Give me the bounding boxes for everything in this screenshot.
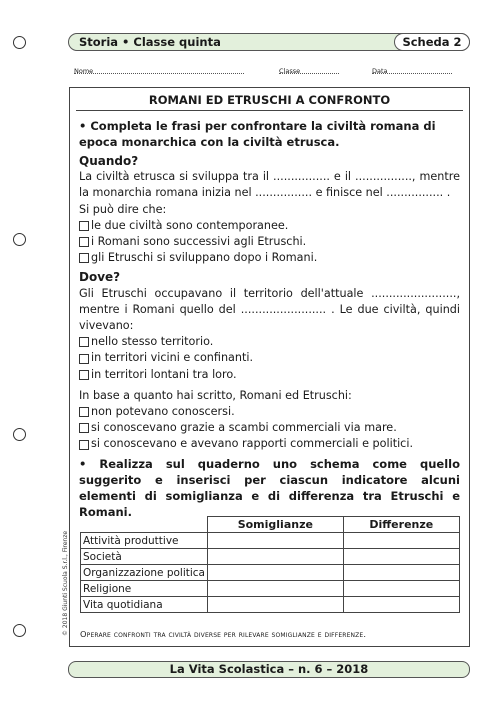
row-label: Religione (81, 581, 208, 597)
based-option[interactable]: si conoscevano grazie a scambi commerciali via mare. (79, 420, 460, 436)
column-header-similarities: Somiglianze (208, 517, 344, 533)
worksheet-content (79, 118, 460, 520)
sheet-label: Scheda 2 (394, 33, 470, 51)
based-option[interactable]: non potevano conoscersi. (79, 404, 460, 420)
learning-objective: Operare confronti tra civiltà diverse per rilevare somiglianze e differenze. (80, 629, 367, 639)
table-cell[interactable] (343, 581, 459, 597)
table-cell[interactable] (208, 581, 344, 597)
date-field[interactable] (372, 67, 452, 74)
where-option[interactable]: nello stesso territorio. (79, 334, 460, 350)
date-label: Data (372, 67, 388, 75)
comparison-table (80, 516, 460, 613)
table-corner (81, 517, 208, 533)
column-header-differences: Differenze (343, 517, 459, 533)
where-text: Gli Etruschi occupavano il territorio dell'attuale ........................, mentre i Romani quello del ........................ . Le due civiltà, quindi vivevano: (79, 286, 460, 333)
checkbox[interactable] (79, 423, 89, 433)
table-header-row (81, 517, 460, 533)
table-row (81, 581, 460, 597)
class-label: Classe (279, 67, 301, 75)
table-row (81, 565, 460, 581)
binder-hole (13, 233, 26, 246)
checkbox[interactable] (79, 370, 89, 380)
binder-hole (13, 624, 26, 637)
where-option[interactable]: in territori lontani tra loro. (79, 367, 460, 383)
binder-hole (13, 36, 26, 49)
footer-bar: La Vita Scolastica – n. 6 – 2018 (68, 661, 470, 678)
table-cell[interactable] (208, 533, 344, 549)
when-option[interactable]: le due civiltà sono contemporanee. (79, 218, 460, 234)
checkbox[interactable] (79, 253, 89, 263)
table-cell[interactable] (208, 597, 344, 613)
row-label: Organizzazione politica (81, 565, 208, 581)
copyright-notice: © 2018 Giunti Scuola S.r.l., Firenze (62, 530, 69, 636)
checkbox[interactable] (79, 237, 89, 247)
when-text: La civiltà etrusca si sviluppa tra il ................ e il ................, mentre la monarchia romana inizia nel ................ e finisce nel ................ . (79, 170, 460, 200)
table-row (81, 549, 460, 565)
subject-label: Storia • Classe quinta (79, 35, 221, 49)
when-heading: Quando? (79, 154, 139, 168)
worksheet-box (69, 87, 470, 647)
when-text-2: Si può dire che: (79, 202, 167, 216)
based-option[interactable]: si conoscevano e avevano rapporti commerciali e politici. (79, 436, 460, 452)
header-bar (68, 33, 470, 51)
table-cell[interactable] (343, 597, 459, 613)
when-option[interactable]: i Romani sono successivi agli Etruschi. (79, 234, 460, 250)
table-cell[interactable] (208, 549, 344, 565)
table-row (81, 597, 460, 613)
instruction-2: • Realizza sul quaderno uno schema come quello suggerito e inserisci per ciascun indicatore alcuni elementi di somiglianza e di differenza tra Etruschi e Romani. (79, 456, 460, 519)
title-divider (76, 110, 463, 111)
where-option[interactable]: in territori vicini e confinanti. (79, 350, 460, 366)
name-label: Nome (74, 67, 94, 75)
row-label: Società (81, 549, 208, 565)
checkbox[interactable] (79, 337, 89, 347)
binder-hole (13, 428, 26, 441)
table-cell[interactable] (343, 565, 459, 581)
table-cell[interactable] (343, 549, 459, 565)
table-cell[interactable] (208, 565, 344, 581)
table-row (81, 533, 460, 549)
instruction-1: • Completa le frasi per confrontare la civiltà romana di epoca monarchica con la civiltà etrusca. (79, 119, 436, 149)
checkbox[interactable] (79, 440, 89, 450)
page-title: ROMANI ED ETRUSCHI A CONFRONTO (148, 93, 391, 107)
checkbox[interactable] (79, 354, 89, 364)
where-heading: Dove? (79, 270, 121, 285)
checkbox[interactable] (79, 407, 89, 417)
based-text: In base a quanto hai scritto, Romani ed Etruschi: (79, 388, 352, 402)
table-cell[interactable] (343, 533, 459, 549)
row-label: Attività produttive (81, 533, 208, 549)
row-label: Vita quotidiana (81, 597, 208, 613)
when-option[interactable]: gli Etruschi si sviluppano dopo i Romani. (79, 250, 460, 266)
name-field[interactable] (74, 67, 244, 74)
checkbox[interactable] (79, 221, 89, 231)
class-field[interactable] (279, 67, 339, 74)
